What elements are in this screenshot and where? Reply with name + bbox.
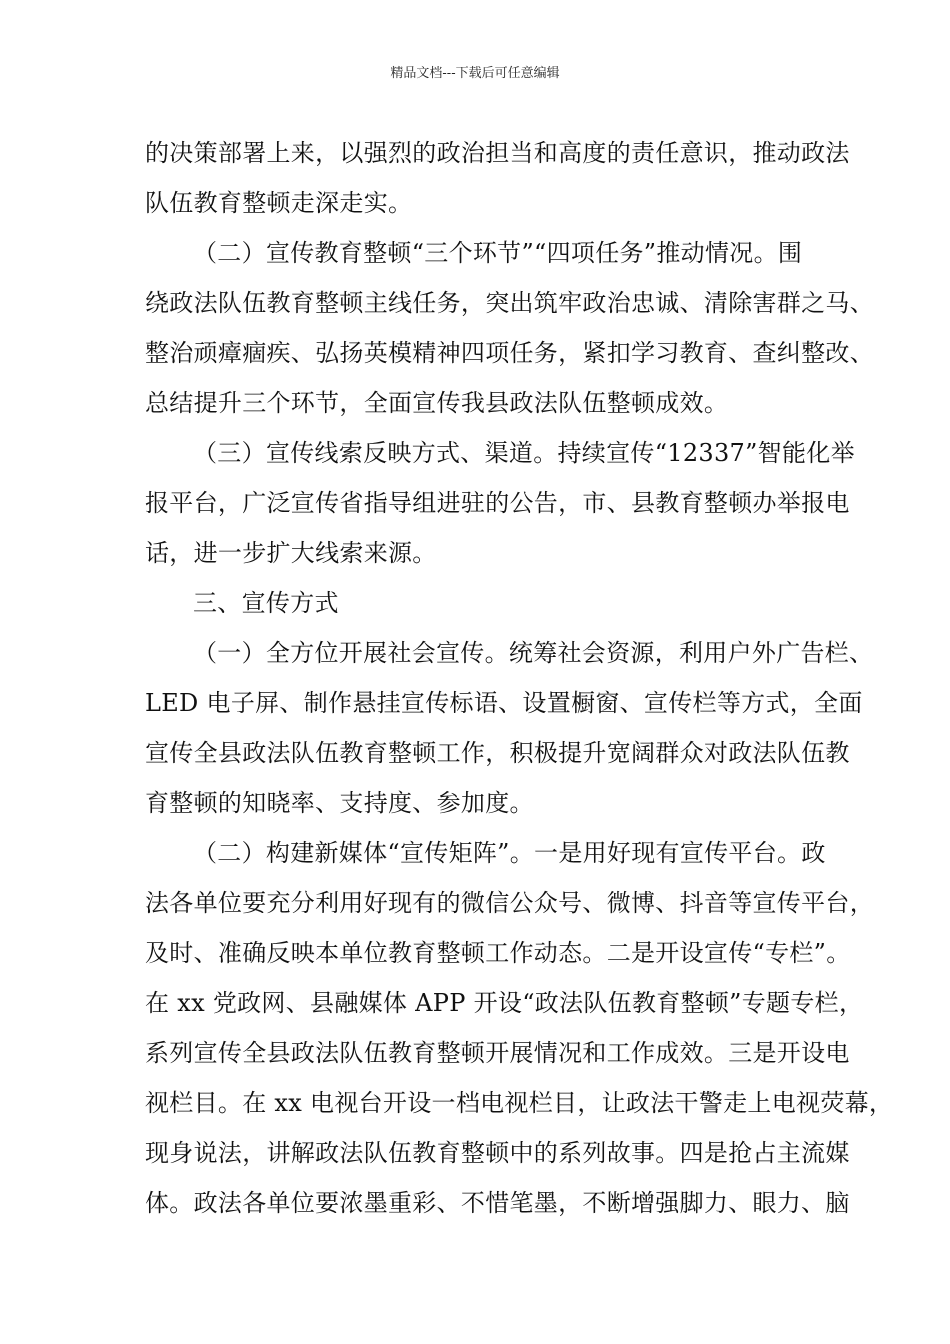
section-heading: 三、宣传方式 [193, 589, 339, 617]
text-line: 法各单位要充分利用好现有的微信公众号、微博、抖音等宣传平台， [145, 889, 874, 917]
text-line: 育整顿的知晓率、支持度、参加度。 [145, 789, 534, 817]
text-line: （二）构建新媒体“宣传矩阵”。一是用好现有宣传平台。政 [193, 839, 826, 867]
text-line: 整治顽瘴痼疾、弘扬英模精神四项任务，紧扣学习教育、查纠整改、 [145, 339, 874, 367]
text-line: 及时、准确反映本单位教育整顿工作动态。二是开设宣传“专栏”。 [145, 939, 851, 967]
text-line: 视栏目。在 xx 电视台开设一档电视栏目，让政法干警走上电视荧幕， [145, 1089, 894, 1117]
text-line: 宣传全县政法队伍教育整顿工作，积极提升宽阔群众对政法队伍教 [145, 739, 850, 767]
text-line: 绕政法队伍教育整顿主线任务，突出筑牢政治忠诚、清除害群之马、 [145, 289, 874, 317]
text-line: 总结提升三个环节，全面宣传我县政法队伍整顿成效。 [145, 389, 729, 417]
text-line: 体。政法各单位要浓墨重彩、不惜笔墨，不断增强脚力、眼力、脑 [145, 1189, 850, 1217]
text-line: LED 电子屏、制作悬挂宣传标语、设置橱窗、宣传栏等方式，全面 [145, 689, 863, 717]
text-line: 报平台，广泛宣传省指导组进驻的公告，市、县教育整顿办举报电 [145, 489, 850, 517]
text-line: 现身说法，讲解政法队伍教育整顿中的系列故事。四是抢占主流媒 [145, 1139, 850, 1167]
page-header: 精品文档---下载后可任意编辑 [390, 66, 560, 81]
text-line: 队伍教育整顿走深走实。 [145, 189, 413, 217]
text-line: （三）宣传线索反映方式、渠道。持续宣传“12337”智能化举 [193, 439, 855, 467]
text-line: 在 xx 党政网、县融媒体 APP 开设“政法队伍教育整顿”专题专栏， [145, 989, 864, 1017]
text-line: 话，进一步扩大线索来源。 [145, 539, 437, 567]
text-line: 系列宣传全县政法队伍教育整顿开展情况和工作成效。三是开设电 [145, 1039, 850, 1067]
text-line: （一）全方位开展社会宣传。统筹社会资源，利用户外广告栏、 [193, 639, 874, 667]
document-body [145, 128, 894, 1228]
text-line: 的决策部署上来，以强烈的政治担当和高度的责任意识，推动政法 [145, 139, 850, 167]
text-line: （二）宣传教育整顿“三个环节”“四项任务”推动情况。围 [193, 239, 803, 267]
